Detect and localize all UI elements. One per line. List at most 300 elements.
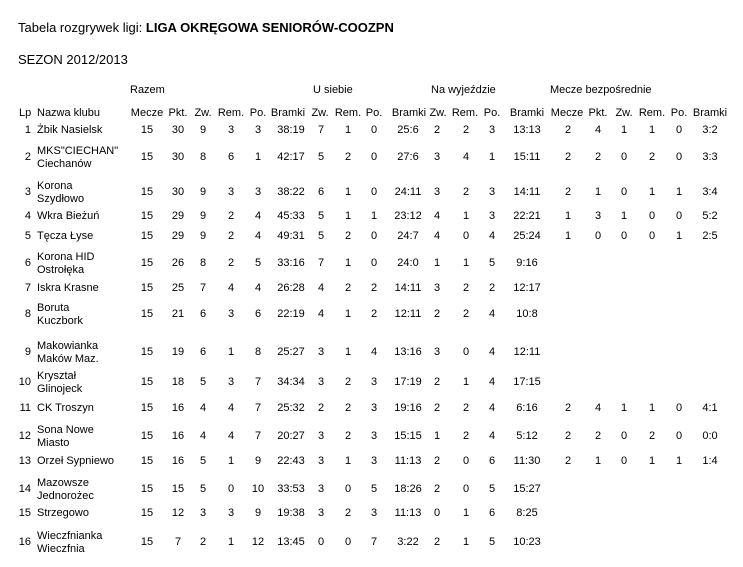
table-cell: 3 xyxy=(317,376,325,388)
table-cell: 0 xyxy=(620,151,628,163)
col-header: Zw. xyxy=(194,107,212,119)
table-cell: 0 xyxy=(620,186,628,198)
table-cell: 15:11 xyxy=(513,151,541,163)
table-cell: 0 xyxy=(675,402,683,414)
table-cell: 3 xyxy=(227,124,235,136)
row-lp: 9 xyxy=(24,346,31,358)
table-cell: 9:16 xyxy=(516,257,538,269)
club-name-line: Wieczfnia xyxy=(37,543,85,555)
club-name xyxy=(37,477,133,503)
table-cell: 1 xyxy=(620,210,628,222)
club-name-line: Jednorożec xyxy=(37,490,94,502)
table-cell: 5 xyxy=(317,151,325,163)
table-cell: 0 xyxy=(675,210,683,222)
club-name xyxy=(37,340,133,366)
table-cell: 19:38 xyxy=(277,507,305,519)
table-cell: 8:25 xyxy=(516,507,538,519)
club-name-line: Korona xyxy=(37,180,73,192)
table-cell: 15 xyxy=(140,282,154,294)
table-cell: 15 xyxy=(140,151,154,163)
table-cell: 1 xyxy=(344,346,352,358)
table-cell: 15 xyxy=(140,430,154,442)
table-cell: 0 xyxy=(675,124,683,136)
table-cell: 1 xyxy=(594,455,602,467)
table-cell: 3 xyxy=(370,402,378,414)
table-cell: 1 xyxy=(227,455,235,467)
table-cell: 4 xyxy=(488,308,496,320)
table-cell: 2 xyxy=(344,507,352,519)
table-cell: 1 xyxy=(433,257,441,269)
table-cell: 4 xyxy=(433,210,441,222)
table-cell: 10 xyxy=(251,483,265,495)
col-header: Bramki xyxy=(270,107,306,119)
table-cell: 16 xyxy=(171,455,185,467)
table-cell: 1 xyxy=(594,186,602,198)
table-cell: 0 xyxy=(675,151,683,163)
table-cell: 25:32 xyxy=(277,402,305,414)
club-name-line: CK Troszyn xyxy=(37,402,94,414)
table-cell: 30 xyxy=(171,124,185,136)
table-cell: 1 xyxy=(564,230,572,242)
row-lp: 12 xyxy=(18,430,31,442)
club-name-line: Tęcza Łyse xyxy=(37,230,94,242)
col-header: Rem. xyxy=(334,107,362,119)
table-cell: 2 xyxy=(564,151,572,163)
table-cell: 16 xyxy=(171,430,185,442)
table-cell: 15 xyxy=(140,402,154,414)
table-cell: 4 xyxy=(462,151,470,163)
table-cell: 6 xyxy=(199,308,207,320)
table-cell: 3:3 xyxy=(702,151,718,163)
table-cell: 2 xyxy=(344,376,352,388)
table-cell: 0 xyxy=(648,210,656,222)
table-cell: 3 xyxy=(488,186,496,198)
row-lp: 2 xyxy=(24,151,31,163)
table-cell: 14:11 xyxy=(513,186,541,198)
table-cell: 0 xyxy=(620,455,628,467)
club-name-line: Iskra Krasne xyxy=(37,282,99,294)
table-cell: 3 xyxy=(317,430,325,442)
table-cell: 4 xyxy=(254,282,262,294)
table-cell: 0 xyxy=(370,257,378,269)
table-cell: 3 xyxy=(370,455,378,467)
col-header-lp: Lp xyxy=(19,107,32,119)
table-cell: 4 xyxy=(199,402,207,414)
col-header: Po. xyxy=(365,107,383,119)
table-cell: 3 xyxy=(433,151,441,163)
table-cell: 17:19 xyxy=(394,376,422,388)
table-cell: 15 xyxy=(140,346,154,358)
club-name-line: Ostrołęka xyxy=(37,264,85,276)
table-cell: 29 xyxy=(171,230,185,242)
table-cell: 5 xyxy=(317,210,325,222)
table-cell: 1:4 xyxy=(702,455,718,467)
table-cell: 0 xyxy=(370,124,378,136)
table-cell: 2 xyxy=(488,282,496,294)
table-cell: 27:6 xyxy=(397,151,419,163)
table-cell: 1 xyxy=(370,210,378,222)
table-cell: 2 xyxy=(433,402,441,414)
col-header: Rem. xyxy=(638,107,666,119)
club-name-line: Maków Maz. xyxy=(37,353,99,365)
table-cell: 33:16 xyxy=(277,257,305,269)
table-cell: 2 xyxy=(344,282,352,294)
table-cell: 2 xyxy=(433,308,441,320)
table-cell: 1 xyxy=(675,230,683,242)
table-cell: 4 xyxy=(254,230,262,242)
table-cell: 3 xyxy=(227,376,235,388)
table-cell: 3 xyxy=(488,210,496,222)
table-cell: 1 xyxy=(462,536,470,548)
club-name xyxy=(37,230,133,243)
table-cell: 0 xyxy=(594,230,602,242)
table-cell: 7 xyxy=(370,536,378,548)
table-cell: 22:21 xyxy=(513,210,541,222)
table-cell: 2 xyxy=(564,186,572,198)
table-cell: 6 xyxy=(488,507,496,519)
col-header: Zw. xyxy=(429,107,447,119)
table-cell: 3 xyxy=(488,124,496,136)
page-title xyxy=(18,20,394,35)
table-cell: 2 xyxy=(594,430,602,442)
table-cell: 5 xyxy=(199,455,207,467)
table-cell: 5 xyxy=(370,483,378,495)
table-cell: 10:23 xyxy=(513,536,541,548)
table-cell: 2:5 xyxy=(702,230,718,242)
table-cell: 5:2 xyxy=(702,210,718,222)
table-cell: 3 xyxy=(254,186,262,198)
table-cell: 38:22 xyxy=(277,186,305,198)
table-cell: 3 xyxy=(317,455,325,467)
table-cell: 8 xyxy=(199,151,207,163)
table-cell: 2 xyxy=(564,455,572,467)
table-cell: 3 xyxy=(317,483,325,495)
table-cell: 1 xyxy=(648,402,656,414)
row-lp: 13 xyxy=(18,455,31,467)
club-name xyxy=(37,424,133,450)
table-cell: 3 xyxy=(254,124,262,136)
table-cell: 7 xyxy=(199,282,207,294)
table-cell: 4 xyxy=(227,282,235,294)
col-header: Pkt. xyxy=(588,107,608,119)
table-cell: 2 xyxy=(344,430,352,442)
table-cell: 0 xyxy=(370,230,378,242)
table-cell: 4 xyxy=(594,402,602,414)
table-cell: 2 xyxy=(227,230,235,242)
col-header: Pkt. xyxy=(168,107,188,119)
table-cell: 1 xyxy=(462,376,470,388)
table-cell: 0 xyxy=(462,455,470,467)
table-cell: 9 xyxy=(199,124,207,136)
table-cell: 1 xyxy=(462,257,470,269)
table-cell: 4 xyxy=(488,402,496,414)
group-header-home: U siebie xyxy=(313,84,353,96)
table-cell: 34:34 xyxy=(277,376,305,388)
table-cell: 15:27 xyxy=(513,483,541,495)
club-name xyxy=(37,302,133,328)
table-cell: 0 xyxy=(344,536,352,548)
table-cell: 15 xyxy=(140,483,154,495)
table-cell: 4 xyxy=(227,430,235,442)
table-cell: 9 xyxy=(254,507,262,519)
table-cell: 26:28 xyxy=(277,282,305,294)
club-name-line: Strzegowo xyxy=(37,507,89,519)
table-cell: 4:1 xyxy=(702,402,718,414)
table-cell: 1 xyxy=(620,124,628,136)
table-cell: 15:15 xyxy=(394,430,422,442)
table-cell: 15 xyxy=(140,536,154,548)
table-cell: 9 xyxy=(199,230,207,242)
table-cell: 3 xyxy=(227,308,235,320)
table-cell: 3:2 xyxy=(702,124,718,136)
table-cell: 4 xyxy=(433,230,441,242)
table-cell: 2 xyxy=(594,151,602,163)
table-cell: 25 xyxy=(171,282,185,294)
table-cell: 11:13 xyxy=(394,455,422,467)
table-cell: 1 xyxy=(344,210,352,222)
table-cell: 2 xyxy=(564,402,572,414)
table-cell: 19:16 xyxy=(394,402,422,414)
table-cell: 4 xyxy=(488,430,496,442)
club-name-line: Sona Nowe xyxy=(37,424,94,436)
table-cell: 45:33 xyxy=(277,210,305,222)
table-cell: 15 xyxy=(140,230,154,242)
table-cell: 22:43 xyxy=(277,455,305,467)
table-cell: 2 xyxy=(317,402,325,414)
club-name-line: Wieczfnianka xyxy=(37,530,103,542)
row-lp: 11 xyxy=(19,402,31,414)
table-cell: 2 xyxy=(564,124,572,136)
club-name-line: Kuczbork xyxy=(37,315,83,327)
table-cell: 15 xyxy=(140,186,154,198)
table-cell: 1 xyxy=(675,186,683,198)
table-cell: 2 xyxy=(462,124,470,136)
table-cell: 14:11 xyxy=(394,282,422,294)
table-cell: 0 xyxy=(370,186,378,198)
table-cell: 18:26 xyxy=(394,483,422,495)
table-cell: 9 xyxy=(199,186,207,198)
table-cell: 1 xyxy=(648,124,656,136)
table-cell: 5:12 xyxy=(516,430,538,442)
table-cell: 21 xyxy=(171,308,185,320)
table-cell: 1 xyxy=(488,151,496,163)
table-cell: 8 xyxy=(254,346,262,358)
table-cell: 6 xyxy=(227,151,235,163)
table-cell: 42:17 xyxy=(277,151,305,163)
table-cell: 5 xyxy=(488,257,496,269)
league-name: LIGA OKRĘGOWA SENIORÓW-COOZPN xyxy=(145,20,394,35)
table-cell: 5 xyxy=(488,483,496,495)
table-cell: 2 xyxy=(564,430,572,442)
club-name xyxy=(37,507,133,520)
table-cell: 2 xyxy=(648,430,656,442)
col-header: Rem. xyxy=(217,107,245,119)
table-cell: 18 xyxy=(171,376,185,388)
table-cell: 0 xyxy=(648,230,656,242)
table-cell: 25:27 xyxy=(277,346,305,358)
table-cell: 15 xyxy=(171,483,185,495)
table-cell: 3 xyxy=(317,507,325,519)
table-cell: 2 xyxy=(433,124,441,136)
table-cell: 16 xyxy=(171,402,185,414)
table-cell: 7 xyxy=(254,430,262,442)
club-name-line: Orzeł Sypniewo xyxy=(37,455,115,467)
table-cell: 6 xyxy=(317,186,325,198)
table-cell: 0 xyxy=(370,151,378,163)
table-cell: 2 xyxy=(344,230,352,242)
row-lp: 8 xyxy=(24,308,31,320)
row-lp: 7 xyxy=(24,282,31,294)
table-cell: 11:30 xyxy=(513,455,541,467)
table-cell: 1 xyxy=(462,507,470,519)
table-cell: 7 xyxy=(317,124,325,136)
col-header: Bramki xyxy=(509,107,545,119)
club-name-line: Miasto xyxy=(37,437,70,449)
season-label: SEZON 2012/2013 xyxy=(18,52,128,67)
row-lp: 14 xyxy=(18,483,31,495)
table-cell: 12:11 xyxy=(513,346,541,358)
table-cell: 12:11 xyxy=(394,308,422,320)
title-prefix: Tabela rozgrywek ligi: xyxy=(18,20,146,35)
table-cell: 15 xyxy=(140,257,154,269)
table-cell: 3 xyxy=(227,186,235,198)
table-cell: 8 xyxy=(199,257,207,269)
table-cell: 2 xyxy=(370,282,378,294)
table-cell: 6:16 xyxy=(516,402,538,414)
table-cell: 2 xyxy=(648,151,656,163)
row-lp: 15 xyxy=(18,507,31,519)
table-cell: 15 xyxy=(140,455,154,467)
club-name-line: Ciechanów xyxy=(37,158,92,170)
table-cell: 17:15 xyxy=(513,376,541,388)
table-cell: 6 xyxy=(199,346,207,358)
table-cell: 3 xyxy=(433,282,441,294)
table-cell: 2 xyxy=(433,376,441,388)
table-cell: 2 xyxy=(433,455,441,467)
table-cell: 3 xyxy=(370,507,378,519)
table-cell: 33:53 xyxy=(277,483,305,495)
group-header-away: Na wyjeździe xyxy=(431,84,496,96)
table-cell: 1 xyxy=(344,124,352,136)
table-cell: 49:31 xyxy=(277,230,305,242)
table-cell: 7 xyxy=(174,536,182,548)
col-header: Mecze xyxy=(550,107,584,119)
table-cell: 2 xyxy=(462,308,470,320)
table-cell: 10:8 xyxy=(516,308,538,320)
row-lp: 4 xyxy=(24,210,31,222)
table-cell: 30 xyxy=(171,151,185,163)
row-lp: 5 xyxy=(24,230,31,242)
table-cell: 2 xyxy=(462,186,470,198)
table-cell: 6 xyxy=(488,455,496,467)
club-name-line: Szydłowo xyxy=(37,193,85,205)
table-cell: 3 xyxy=(317,346,325,358)
table-cell: 20:27 xyxy=(277,430,305,442)
col-header: Mecze xyxy=(130,107,164,119)
col-header: Bramki xyxy=(391,107,427,119)
col-header: Po. xyxy=(483,107,501,119)
club-name xyxy=(37,210,133,223)
table-cell: 19 xyxy=(171,346,185,358)
table-cell: 2 xyxy=(370,308,378,320)
table-cell: 1 xyxy=(344,186,352,198)
table-cell: 1 xyxy=(648,455,656,467)
table-cell: 13:13 xyxy=(513,124,541,136)
table-cell: 5 xyxy=(317,230,325,242)
club-name xyxy=(37,455,133,468)
table-cell: 12 xyxy=(171,507,185,519)
col-header: Zw. xyxy=(615,107,633,119)
table-cell: 4 xyxy=(488,346,496,358)
table-cell: 4 xyxy=(199,430,207,442)
table-cell: 0 xyxy=(317,536,325,548)
table-cell: 4 xyxy=(594,124,602,136)
col-header: Bramki xyxy=(692,107,728,119)
table-cell: 9 xyxy=(199,210,207,222)
table-cell: 2 xyxy=(199,536,207,548)
table-cell: 2 xyxy=(433,483,441,495)
table-cell: 4 xyxy=(370,346,378,358)
table-cell: 4 xyxy=(227,402,235,414)
table-cell: 24:0 xyxy=(397,257,419,269)
table-cell: 2 xyxy=(344,402,352,414)
table-cell: 2 xyxy=(433,536,441,548)
club-name-line: Glinojeck xyxy=(37,383,83,395)
table-cell: 3:22 xyxy=(397,536,419,548)
row-lp: 10 xyxy=(18,376,31,388)
club-name-line: Kryształ xyxy=(37,370,77,382)
club-name xyxy=(37,370,133,396)
table-cell: 4 xyxy=(488,230,496,242)
table-cell: 1 xyxy=(462,210,470,222)
table-cell: 0 xyxy=(620,430,628,442)
table-cell: 4 xyxy=(488,376,496,388)
group-header-h2h: Mecze bezpośrednie xyxy=(550,84,652,96)
table-cell: 4 xyxy=(317,282,325,294)
table-cell: 1 xyxy=(675,455,683,467)
table-cell: 5 xyxy=(199,483,207,495)
table-cell: 7 xyxy=(254,402,262,414)
table-cell: 1 xyxy=(344,308,352,320)
table-cell: 3:4 xyxy=(702,186,718,198)
club-name xyxy=(37,180,133,206)
table-cell: 24:7 xyxy=(397,230,419,242)
table-cell: 15 xyxy=(140,507,154,519)
col-header: Po. xyxy=(670,107,688,119)
table-cell: 3 xyxy=(433,186,441,198)
table-cell: 15 xyxy=(140,308,154,320)
club-name-line: Makowianka xyxy=(37,340,99,352)
table-cell: 0 xyxy=(462,346,470,358)
col-header: Rem. xyxy=(451,107,479,119)
table-cell: 12 xyxy=(251,536,265,548)
table-cell: 13:45 xyxy=(277,536,305,548)
table-cell: 0 xyxy=(675,430,683,442)
table-cell: 6 xyxy=(254,308,262,320)
club-name-line: Korona HID xyxy=(37,251,95,263)
club-name xyxy=(37,124,133,137)
table-cell: 1 xyxy=(620,402,628,414)
table-cell: 1 xyxy=(254,151,262,163)
table-cell: 0:0 xyxy=(702,430,718,442)
table-cell: 11:13 xyxy=(394,507,422,519)
table-cell: 1 xyxy=(564,210,572,222)
table-cell: 7 xyxy=(317,257,325,269)
table-cell: 30 xyxy=(171,186,185,198)
club-name xyxy=(37,402,133,415)
table-cell: 1 xyxy=(344,455,352,467)
table-cell: 12:17 xyxy=(513,282,541,294)
